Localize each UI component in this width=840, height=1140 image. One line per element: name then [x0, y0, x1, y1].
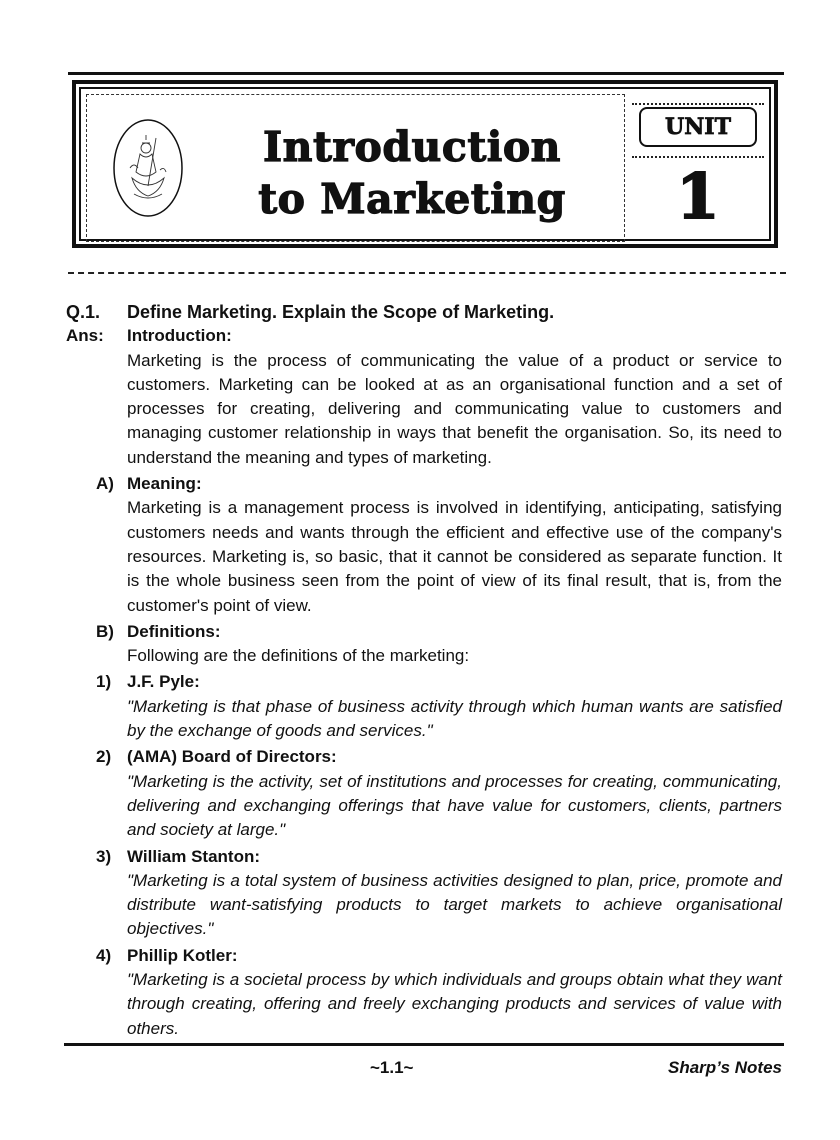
definitions-heading: Definitions:: [127, 621, 221, 641]
saraswati-logo-icon: [112, 118, 184, 218]
chapter-title: Introduction to Marketing: [258, 123, 566, 223]
definition-author: J.F. Pyle:: [127, 672, 200, 692]
question-text: Define Marketing. Explain the Scope of Marketing.: [127, 302, 555, 322]
footer-rule: [64, 1043, 784, 1046]
definition-author: Phillip Kotler:: [127, 945, 238, 965]
dashed-divider: [68, 272, 786, 274]
definition-quote: "Marketing is a total system of business activities designed to plan, price, promote and distribute want-satisfying products to target markets to achieve organisational objectives.": [127, 870, 782, 939]
unit-label: UNIT: [639, 107, 757, 147]
intro-text: Marketing is the process of communicating the value of a product or service to customers. Marketing can be looked at as an organisational function and a set of processes for creating, delivering and communicating value to customers and managing customer relationship in ways that benefit the organisation. So, its need to understand the meaning and types of marketing.: [127, 350, 782, 467]
definition-author: William Stanton:: [127, 846, 261, 866]
intro-heading: Introduction:: [127, 326, 232, 346]
definition-author: (AMA) Board of Directors:: [127, 747, 337, 767]
definitions-intro: Following are the definitions of the marketing:: [127, 646, 470, 666]
chapter-header-box: [72, 80, 778, 248]
definition-quote: "Marketing is that phase of business activity through which human wants are satisfied by the exchange of goods and services.": [127, 696, 782, 741]
page-number: ~1.1~: [370, 1058, 414, 1077]
definition-quote: "Marketing is the activity, set of institutions and processes for creating, communicating, delivering and exchanging offerings that have value for customers, clients, partners and society at large.": [127, 771, 782, 840]
page-content: Q.1. Define Marketing. Explain the Scope of Marketing. Ans: Introduction: Marketing is the process of communicating the value of a product or service to customers. Marketing can be looked at as an organisational function and a set of processes for creating, delivering and communicating value to customers and managing customer relationship in ways that benefit the organisation. So, its need to understand the meaning and types of marketing. A) Meaning: Marketing is a management process is involved in identifying, anticipating, satisfying customers needs and wants through the efficient and effective use of the company's resources. Marketing is, so basic, that it cannot be considered as separate function. It is the whole business seen from the point of view of its final result, that is, from the customer's point of view. B) Definitions: Following are the definitions of the marketing: 1) J.F. Pyle: "Marketing is that phase of business activity through which human wants are satisfied by the exchange of goods and services." 2) (AMA) Board of Directors: "Marketing is the activity, set of institutions and processes for creating, communicating, delivering and exchanging offerings that have value for customers, clients, partners and society at large." 3) William Stanton: "Marketing is a total system of business activities designed to plan, price, promote and distribute want-satisfying products to target markets to achieve organisational objectives." 4) Phillip Kotler: "Marketing is a societal process by which individuals and groups obtain what they want through creating, offering and freely exchanging products and services of value with others.: [0, 300, 840, 1041]
question: [0, 300, 840, 324]
definition-item: 4) Phillip Kotler:: [0, 944, 840, 968]
definition-item: 1) J.F. Pyle:: [0, 670, 840, 694]
definition-item: 2) (AMA) Board of Directors:: [0, 745, 840, 769]
meaning-text: Marketing is a management process is involved in identifying, anticipating, satisfying customers needs and wants through the efficient and effective use of the company's resources. Marketing is, so basic, that it cannot be considered as separate function. It is the whole business seen from the point of view of its final result, that is, from the customer's point of view.: [127, 498, 782, 615]
question-number: Q.1.: [66, 302, 101, 322]
footer-brand: Sharp’s Notes: [667, 1058, 782, 1077]
header-top-rule: [68, 72, 784, 75]
meaning-heading: Meaning:: [127, 474, 202, 494]
unit-number: 1: [676, 160, 720, 233]
unit-panel: [632, 94, 764, 240]
definition-quote: "Marketing is a societal process by which individuals and groups obtain what they want through creating, offering and freely exchanging products and services of value with others.: [127, 970, 782, 1038]
title-panel: [86, 94, 625, 242]
answer-label: Ans:: [66, 326, 104, 346]
definition-item: 3) William Stanton:: [0, 845, 840, 869]
